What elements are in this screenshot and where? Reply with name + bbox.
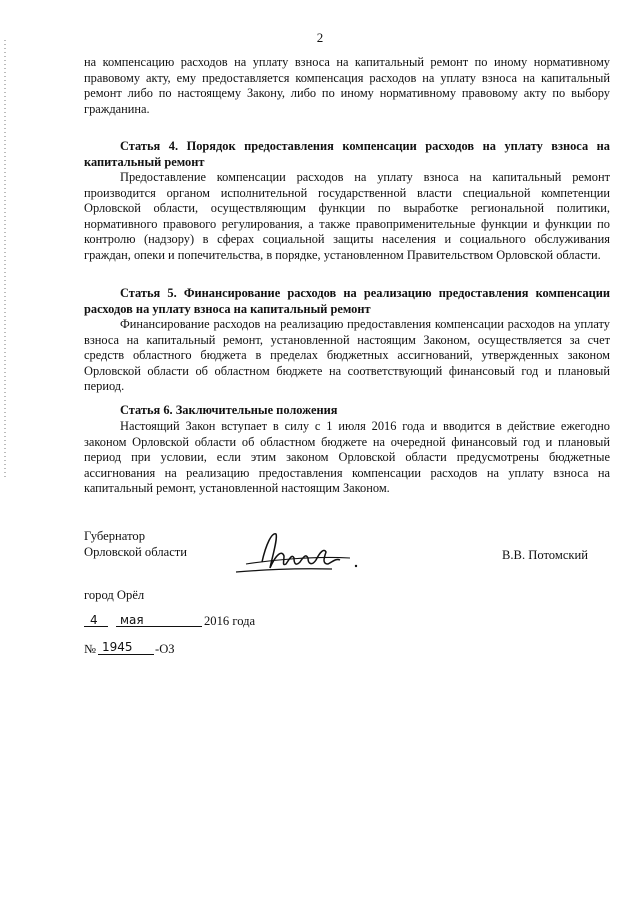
law-number-underline [98, 654, 154, 655]
article-6-title [84, 403, 610, 419]
article-4-title [84, 139, 610, 170]
law-number-prefix: № [84, 642, 97, 656]
paragraph-continuation: на компенсацию расходов на уплату взноса на капитальный ремонт по иному нормативному правовому акту, ему предоставляется компенсация расходов на уплату взноса на капитальный ремонт либо по настоящему Закону, либо по иному нормативному правовому акту по выбору гражданина. [84, 55, 610, 116]
date-day: 4 [90, 613, 98, 627]
city-label: город Орёл [84, 588, 145, 602]
date-day-underline [84, 626, 108, 627]
law-number: 1945 [102, 640, 133, 654]
article-5-text: Финансирование расходов на реализацию предоставления компенсации расходов на уплату взноса на капитальный ремонт, установленной настоящим Законом, осуществляется за счет средств областного бюджета в пределах бюджетных ассигнований, утвержденных законом Орловской области об областном бюджете на соответствующий финансовый год и плановый период. [84, 317, 610, 394]
signer-position-line1: Губернатор [84, 529, 145, 543]
article-5-title-text: Статья 5. Финансирование расходов на реализацию предоставления компенсации расходов на уплату взноса на капитальный ремонт [84, 286, 610, 316]
article-6-text: Настоящий Закон вступает в силу с 1 июля 2016 года и вводится в действие ежегодно законом Орловской области об областном бюджете на очередной финансовый год и плановый период при условии, если этим законом Орловской области предусмотрены бюджетные ассигнования на реализацию предоставления компенсации расходов на уплату взноса на капитальный ремонт, установленной настоящим Законом. [84, 419, 610, 496]
law-number-suffix: -ОЗ [155, 642, 175, 656]
article-4-title-text: Статья 4. Порядок предоставления компенсации расходов на уплату взноса на капитальный ремонт [84, 139, 610, 169]
article-6-title-text: Статья 6. Заключительные положения [120, 403, 338, 417]
article-4-text: Предоставление компенсации расходов на уплату взноса на капитальный ремонт производится органом исполнительной государственной власти специальной компетенции Орловской области, осуществляющим функции по выработке региональной политики, нормативного правового регулирования, а также правоприменительные функции и функции по контролю (надзору) в сферах социальной защиты населения и социального обслуживания граждан, опеки и попечительства, в порядке, установленном Правительством Орловской области. [84, 170, 610, 262]
article-5-title [84, 286, 610, 317]
date-year: 2016 года [204, 614, 256, 628]
date-month: мая [120, 613, 144, 627]
signer-name: В.В. Потомский [502, 548, 589, 562]
date-month-underline [116, 626, 202, 627]
handwritten-signature [232, 524, 372, 584]
scan-margin-marks [4, 40, 6, 480]
signer-position-line2: Орловской области [84, 545, 188, 559]
page-number: 2 [316, 30, 324, 45]
